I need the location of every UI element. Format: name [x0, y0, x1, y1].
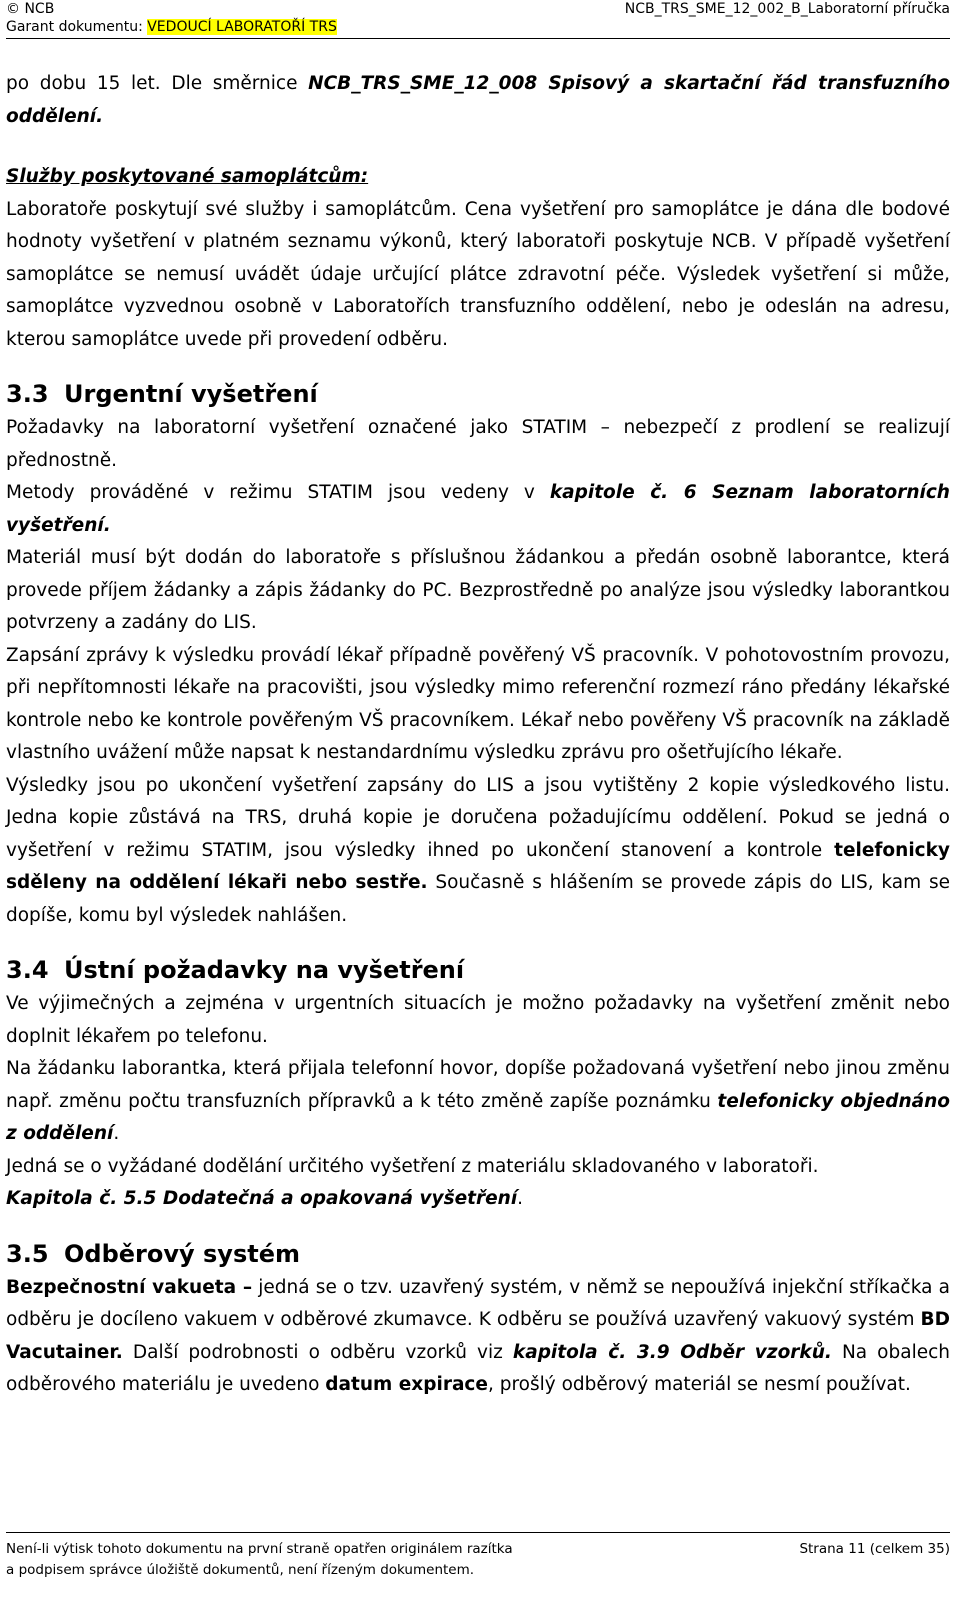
chapter-3-9-reference: kapitola č. 3.9 Odběr vzorků.: [512, 1341, 832, 1363]
document-owner: [6, 18, 950, 36]
section-title: Odběrový systém: [64, 1239, 300, 1268]
s35-term: Bezpečnostní vakueta –: [6, 1276, 253, 1298]
chapter-6-reference: kapitole č. 6 Seznam laboratorních vyšetření.: [6, 482, 950, 536]
s34-paragraph-2: [6, 1053, 950, 1151]
s35-paragraph: [6, 1272, 950, 1402]
section-3-5-heading: [6, 1238, 950, 1270]
document-body: [6, 68, 950, 1402]
s34-p2-note: telefonicky objednáno z oddělení: [6, 1090, 950, 1144]
owner-label: Garant dokumentu:: [6, 19, 148, 35]
s33-paragraph-1: Požadavky na laboratorní vyšetření označené jako STATIM – nebezpečí z prodlení se realizují přednostně.: [6, 417, 950, 471]
section-number: 3.3: [6, 380, 49, 408]
document-code: NCB_TRS_SME_12_002_B_Laboratorní příručka: [624, 1, 950, 17]
s33-p2-text: Metody prováděné v režimu STATIM jsou vedeny v: [6, 482, 550, 503]
section-3-4-heading: [6, 954, 950, 986]
s33-paragraph-2: [6, 477, 950, 542]
section-number: 3.4: [6, 956, 49, 984]
s33-paragraph-5: [6, 770, 950, 933]
owner-value: VEDOUCÍ LABORATOŘÍ TRS: [147, 19, 337, 35]
s33-paragraph-3: Materiál musí být dodán do laboratoře s příslušnou žádankou a předán osobně laborantce, která provede příjem žádanky a zápis žádanky do PC. Bezprostředně po analýze jsou výsledky laborantkou potvrzeny a zadány do LIS.: [6, 547, 950, 633]
s35-text-f: Na obalech odběrového materiálu je uvedeno: [6, 1341, 950, 1395]
s33-p5-bold: telefonicky sděleny na oddělení lékaři nebo sestře.: [6, 839, 950, 893]
s34-p4-end: .: [517, 1188, 524, 1209]
s34-p2-text: Na žádanku laborantka, která přijala telefonní hovor, dopíše požadovaná vyšetření nebo jinou změnu např. změnu počtu transfuzních přípravků a k této změně zapíše poznámku: [6, 1058, 950, 1112]
samoplatci-heading: [6, 161, 950, 194]
s35-expiry: datum expirace: [325, 1374, 488, 1395]
samoplatci-heading-text: Služby poskytované samoplátcům:: [6, 166, 369, 187]
footer-row: [6, 1539, 950, 1560]
s35-text-b: jedná se o tzv. uzavřený systém, v němž se nepoužívá injekční stříkačka a odběru je docíleno vakuem v odběrové zkumavce. K odběru se používá uzavřený vakuový systém: [6, 1276, 950, 1330]
header-top-row: [6, 0, 950, 18]
page-number: Strana 11 (celkem 35): [799, 1541, 950, 1557]
s35-text-d: Další podrobnosti o odběru vzorků viz: [122, 1341, 513, 1363]
s34-paragraph-1: Ve výjimečných a zejména v urgentních situacích je možno požadavky na vyšetření změnit nebo doplnit lékařem po telefonu.: [6, 993, 950, 1047]
s35-system-name: BD Vacutainer.: [6, 1309, 950, 1363]
s34-paragraph-4: [6, 1183, 950, 1216]
section-3-3-heading: [6, 378, 950, 410]
copyright-text: © NCB: [6, 1, 55, 17]
footer-notice-1: Není-li výtisk tohoto dokumentu na první straně opatřen originálem razítka: [6, 1541, 513, 1557]
s34-paragraph-3: Jedná se o vyžádané dodělání určitého vyšetření z materiálu skladovaného v laboratoři.: [6, 1155, 819, 1177]
page-footer: [6, 1532, 950, 1581]
paragraph-retention: [6, 68, 950, 133]
section-title: Urgentní vyšetření: [64, 380, 318, 408]
section-title: Ústní požadavky na vyšetření: [64, 956, 465, 984]
directive-reference: NCB_TRS_SME_12_008 Spisový a skartační řád transfuzního oddělení.: [6, 73, 950, 127]
s33-p5-text-a: Výsledky jsou po ukončení vyšetření zapsány do LIS a jsou vytištěny 2 kopie výsledkového listu. Jedna kopie zůstává na TRS, druhá kopie je doručena požadujícímu oddělení. Pokud se jedná o vyšetření v režimu STATIM, jsou výsledky ihned po ukončení stanovení a kontrole: [6, 774, 950, 861]
samoplatci-text: Laboratoře poskytují své služby i samoplátcům. Cena vyšetření pro samoplátce je dána dle bodové hodnoty vyšetření v platném seznamu výkonů, který laboratoři poskytuje NCB. V případě vyšetření samoplátce se nemusí uvádět údaje určující plátce zdravotní péče. Výsledek vyšetření si může, samoplátce vyzvednou osobně v Laboratořích transfuzního oddělení, nebo je odeslán na adresu, kterou samoplátce uvede při provedení odběru.: [6, 198, 950, 350]
s33-p5-text-c: Současně s hlášením se provede zápis do LIS, kam se dopíše, komu byl výsledek nahlášen.: [6, 872, 950, 926]
page-header: [6, 0, 950, 39]
s33-paragraph-4: Zapsání zprávy k výsledku provádí lékař případně pověřený VŠ pracovník. V pohotovostním provozu, při nepřítomnosti lékaře na pracovišti, jsou výsledky mimo referenční rozmezí ráno předány lékařské kontrole nebo ke kontrole pověřeným VŠ pracovníkem. Lékař nebo pověřeny VŠ pracovník na základě vlastního uvážení může napsat k nestandardnímu výsledku zprávu pro ošetřujícího lékaře.: [6, 644, 950, 763]
footer-notice-2: a podpisem správce úložiště dokumentů, není řízeným dokumentem.: [6, 1562, 475, 1578]
retention-text: po dobu 15 let. Dle směrnice: [6, 73, 309, 94]
chapter-5-5-reference: Kapitola č. 5.5 Dodatečná a opakovaná vyšetření: [6, 1188, 518, 1209]
s34-p2-end: .: [113, 1123, 120, 1144]
s35-text-h: , prošlý odběrový materiál se nesmí používat.: [487, 1374, 911, 1395]
section-number: 3.5: [6, 1239, 49, 1268]
